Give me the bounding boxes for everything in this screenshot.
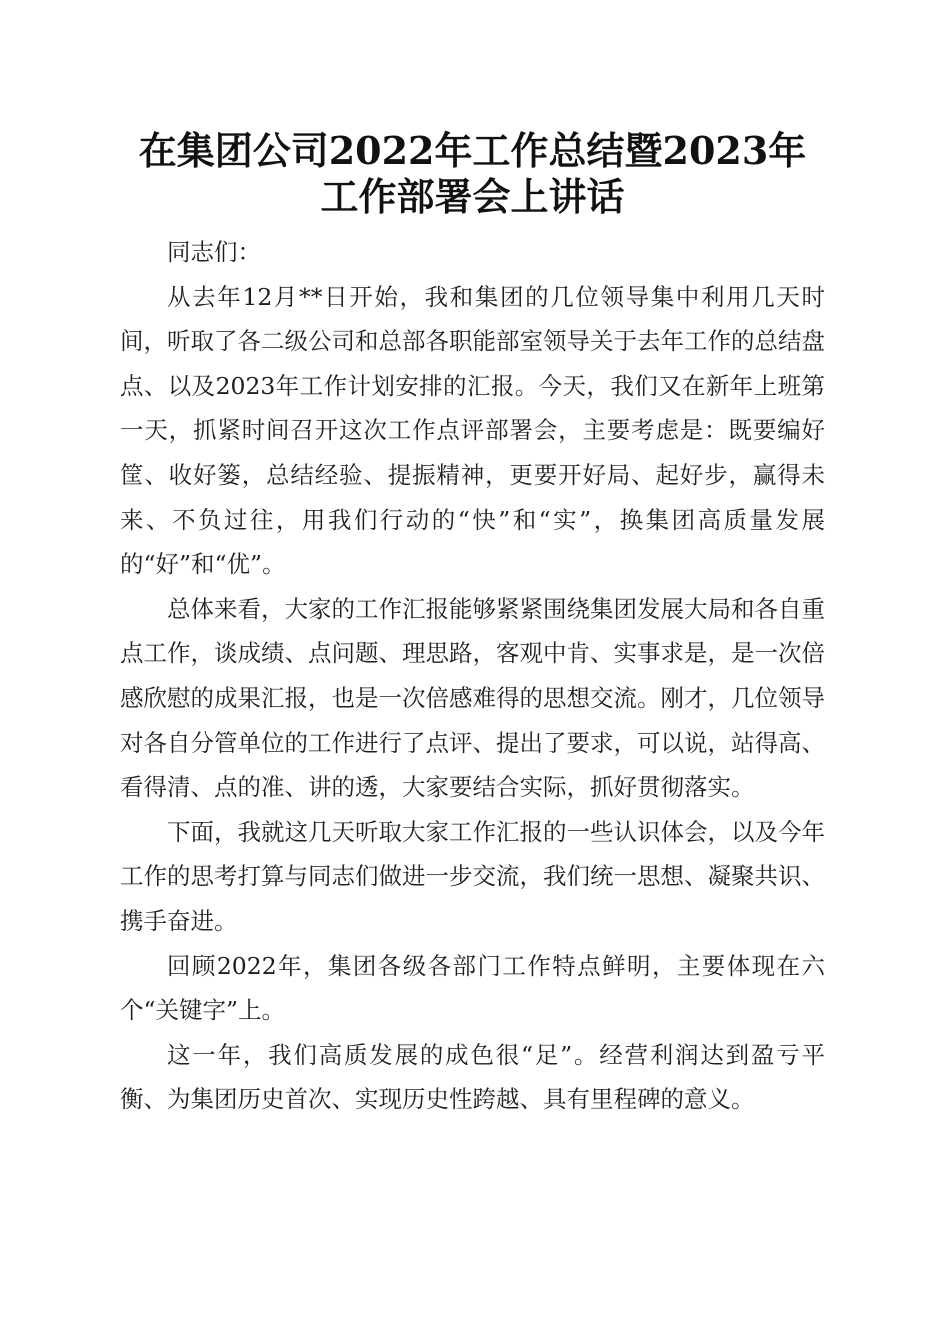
salutation: 同志们： bbox=[167, 238, 261, 266]
paragraph: 总体来看，大家的工作汇报能够紧紧围绕集团发展大局和各自重点工作，谈成绩、点问题、理思路，客观中肯、实事求是，是一次倍感欣慰的成果汇报，也是一次倍感难得的思想交流。刚才，几位领导对各自分管单位的工作进行了点评、提出了要求，可以说，站得高、看得清、点的准、讲的透，大家要结合实际，抓好贯彻落实。 bbox=[120, 594, 825, 802]
document-page bbox=[120, 128, 825, 1122]
document-body bbox=[120, 230, 825, 1122]
paragraph: 从去年12月**日开始，我和集团的几位领导集中利用几天时间，听取了各二级公司和总部各职能部室领导关于去年工作的总结盘点、以及2023年工作计划安排的汇报。今天，我们又在新年上班第一天，抓紧时间召开这次工作点评部署会，主要考虑是：既要编好筐、收好篓，总结经验、提振精神，更要开好局、起好步，赢得未来、不负过往，用我们行动的“快”和“实”，换集团高质量发展的“好”和“优”。 bbox=[120, 282, 825, 579]
paragraph: 下面，我就这几天听取大家工作汇报的一些认识体会，以及今年工作的思考打算与同志们做进一步交流，我们统一思想、凝聚共识、携手奋进。 bbox=[120, 817, 825, 935]
document-title: 在集团公司2022年工作总结暨2023年工作部署会上讲话 bbox=[138, 128, 807, 219]
paragraph: 这一年，我们高质发展的成色很“足”。经营利润达到盈亏平衡、为集团历史首次、实现历史性跨越、具有里程碑的意义。 bbox=[120, 1040, 825, 1114]
paragraph: 回顾2022年，集团各级各部门工作特点鲜明，主要体现在六个“关键字”上。 bbox=[120, 951, 825, 1025]
